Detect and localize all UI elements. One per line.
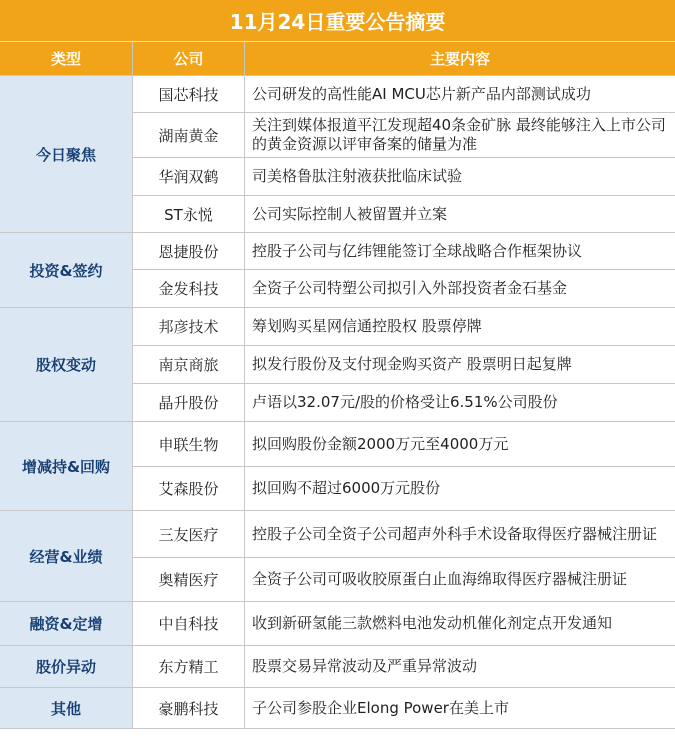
content-cell: 拟回购不超过6000万元股份 bbox=[245, 467, 675, 511]
content-cell: 控股子公司与亿纬锂能签订全球战略合作框架协议 bbox=[245, 233, 675, 270]
company-cell: 晶升股份 bbox=[133, 384, 245, 422]
content-cell: 拟发行股份及支付现金购买资产 股票明日起复牌 bbox=[245, 346, 675, 384]
content-cell: 全资子公司特塑公司拟引入外部投资者金石基金 bbox=[245, 270, 675, 308]
category-cell: 投资&签约 bbox=[0, 233, 133, 308]
company-cell: 邦彦技术 bbox=[133, 308, 245, 346]
company-cell: 三友医疗 bbox=[133, 511, 245, 558]
company-cell: 湖南黄金 bbox=[133, 113, 245, 158]
company-cell: 华润双鹤 bbox=[133, 158, 245, 196]
category-cell: 今日聚焦 bbox=[0, 76, 133, 233]
announcement-table bbox=[0, 42, 675, 729]
content-cell: 子公司参股企业Elong Power在美上市 bbox=[245, 688, 675, 729]
company-cell: 奥精医疗 bbox=[133, 558, 245, 602]
content-cell: 司美格鲁肽注射液获批临床试验 bbox=[245, 158, 675, 196]
category-cell: 融资&定增 bbox=[0, 602, 133, 646]
content-cell: 股票交易异常波动及严重异常波动 bbox=[245, 646, 675, 688]
category-cell: 经营&业绩 bbox=[0, 511, 133, 602]
company-cell: 南京商旅 bbox=[133, 346, 245, 384]
header-content: 主要内容 bbox=[245, 42, 675, 76]
company-cell: 豪鹏科技 bbox=[133, 688, 245, 729]
page-title: 11月24日重要公告摘要 bbox=[0, 0, 675, 42]
company-cell: 国芯科技 bbox=[133, 76, 245, 113]
content-cell: 控股子公司全资子公司超声外科手术设备取得医疗器械注册证 bbox=[245, 511, 675, 558]
category-cell: 增减持&回购 bbox=[0, 422, 133, 511]
content-cell: 全资子公司可吸收胶原蛋白止血海绵取得医疗器械注册证 bbox=[245, 558, 675, 602]
company-cell: 申联生物 bbox=[133, 422, 245, 467]
company-cell: 中自科技 bbox=[133, 602, 245, 646]
company-cell: 艾森股份 bbox=[133, 467, 245, 511]
content-cell: 收到新研氢能三款燃料电池发动机催化剂定点开发通知 bbox=[245, 602, 675, 646]
content-cell: 公司研发的高性能AI MCU芯片新产品内部测试成功 bbox=[245, 76, 675, 113]
content-cell: 卢语以32.07元/股的价格受让6.51%公司股份 bbox=[245, 384, 675, 422]
category-cell: 股价异动 bbox=[0, 646, 133, 688]
content-cell: 关注到媒体报道平江发现超40条金矿脉 最终能够注入上市公司的黄金资源以评审备案的储量为准 bbox=[245, 113, 675, 158]
company-cell: 金发科技 bbox=[133, 270, 245, 308]
company-cell: ST永悦 bbox=[133, 196, 245, 233]
category-cell: 其他 bbox=[0, 688, 133, 729]
company-cell: 东方精工 bbox=[133, 646, 245, 688]
header-category: 类型 bbox=[0, 42, 133, 76]
content-cell: 公司实际控制人被留置并立案 bbox=[245, 196, 675, 233]
header-company: 公司 bbox=[133, 42, 245, 76]
company-cell: 恩捷股份 bbox=[133, 233, 245, 270]
category-cell: 股权变动 bbox=[0, 308, 133, 422]
content-cell: 拟回购股份金额2000万元至4000万元 bbox=[245, 422, 675, 467]
content-cell: 筹划购买星网信通控股权 股票停牌 bbox=[245, 308, 675, 346]
